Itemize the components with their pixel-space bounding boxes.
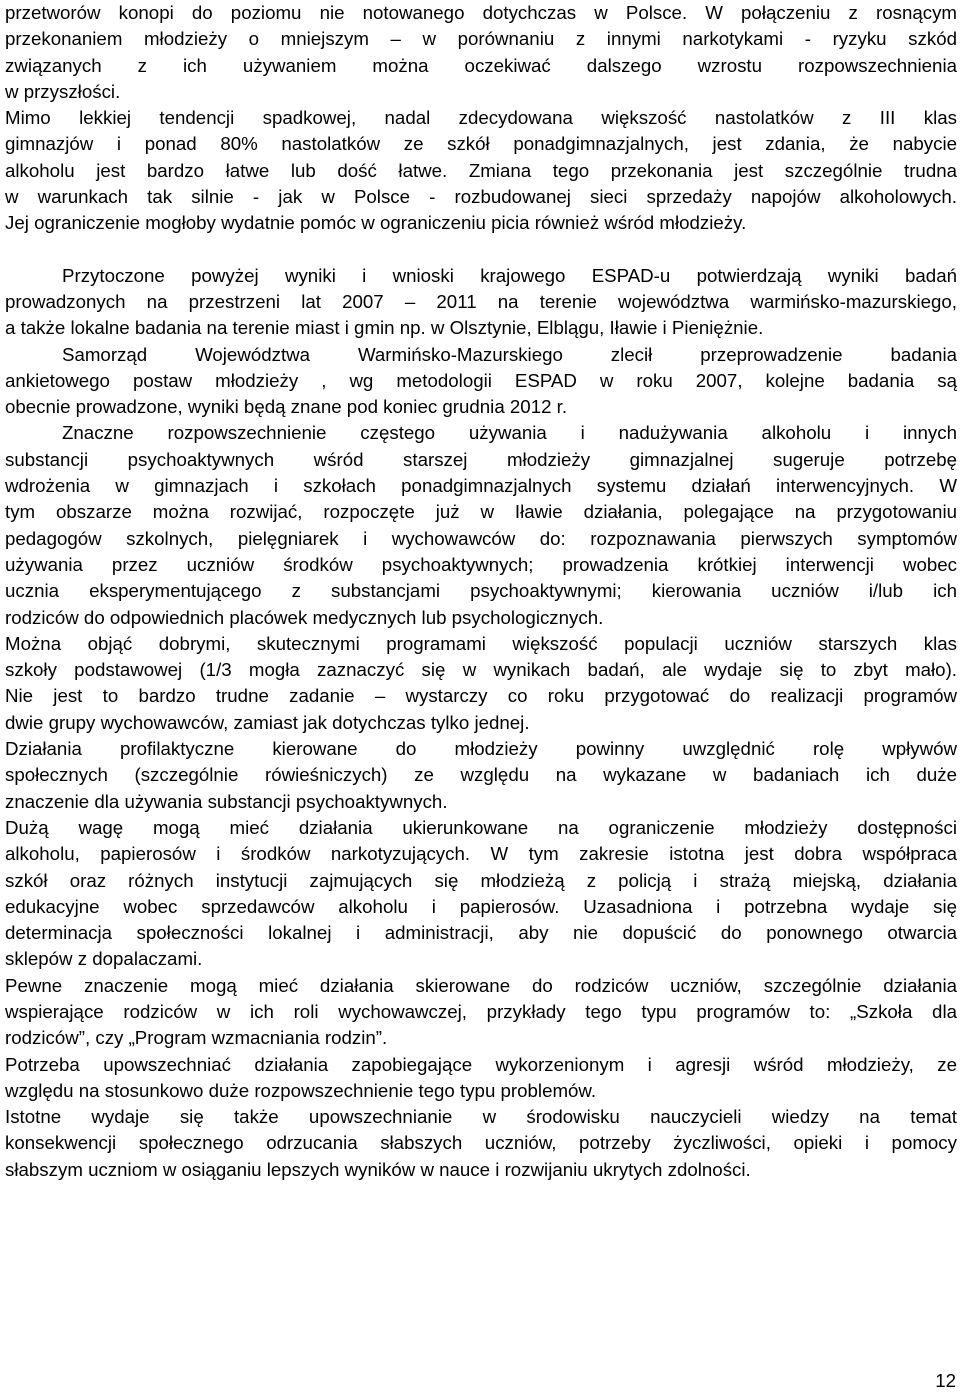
text-line: wspierające rodziców w ich roli wychowawczej, przykłady tego typu programów to: „Szkoła dla — [5, 1000, 957, 1022]
text-line: Samorząd Województwa Warmińsko-Mazurskiego zlecił przeprowadzenie badania — [62, 343, 957, 365]
text-line: przetworów konopi do poziomu nie notowanego dotychczas w Polsce. W połączeniu z rosnącym — [5, 2, 957, 23]
text-line: a także lokalne badania na terenie miast i gmin np. w Olsztynie, Elblągu, Iławie i Pieniężnie. — [5, 317, 764, 339]
text-line: ucznia eksperymentującego z substancjami psychoaktywnymi; kierowania uczniów i/lub ich — [5, 580, 957, 602]
text-line: rodziców”, czy „Program wzmacniania rodzin”. — [5, 1027, 388, 1049]
text-line: używania przez uczniów środków psychoaktywnych; prowadzenia krótkiej interwencji wobec — [5, 553, 957, 575]
text-line: Można objąć dobrymi, skutecznymi programami większość populacji uczniów starszych klas — [5, 632, 957, 654]
text-line: przekonaniem młodzieży o mniejszym – w porównaniu z innymi narkotykami - ryzyku szkód — [5, 28, 957, 50]
text-line: Istotne wydaje się także upowszechnianie w środowisku nauczycieli wiedzy na temat — [5, 1106, 957, 1128]
text-line: determinacja społeczności lokalnej i administracji, aby nie dopuścić do ponownego otwarcia — [5, 922, 957, 944]
text-line: względu na stosunkowo duże rozpowszechnienie tego typu problemów. — [5, 1079, 597, 1101]
text-line: konsekwencji społecznego odrzucania słabszych uczniów, potrzeby życzliwości, opieki i pomocy — [5, 1132, 957, 1154]
text-line: Mimo lekkiej tendencji spadkowej, nadal zdecydowana większość nastolatków z III klas — [5, 107, 957, 129]
text-line: dwie grupy wychowawców, zamiast jak dotychczas tylko jednej. — [5, 711, 530, 733]
text-line: znaczenie dla używania substancji psychoaktywnych. — [5, 790, 448, 812]
text-line: Dużą wagę mogą mieć działania ukierunkowane na ograniczenie młodzieży dostępności — [5, 816, 957, 838]
text-line: Pewne znaczenie mogą mieć działania skierowane do rodziców uczniów, szczególnie działania — [5, 974, 957, 996]
paragraph-gap — [5, 237, 957, 263]
text-line: wdrożenia w gimnazjach i szkołach ponadgimnazjalnych systemu działań interwencyjnych. W — [5, 475, 957, 497]
text-line: w warunkach tak silnie - jak w Polsce - rozbudowanej sieci sprzedaży napojów alkoholowych. — [5, 186, 957, 208]
text-line: sklepów z dopalaczami. — [5, 948, 203, 970]
text-line: rodziców do odpowiednich placówek medycznych lub psychologicznych. — [5, 606, 604, 628]
text-line: alkoholu jest bardzo łatwe lub dość łatwe. Zmiana tego przekonania jest szczególnie trudna — [5, 159, 957, 181]
text-line: ankietowego postaw młodzieży , wg metodologii ESPAD w roku 2007, kolejne badania są — [5, 369, 957, 391]
text-line: Nie jest to bardzo trudne zadanie – wystarczy co roku przygotować do realizacji programów — [5, 685, 957, 707]
text-line: Jej ograniczenie mogłoby wydatnie pomóc w ograniczeniu picia również wśród młodzieży. — [5, 212, 747, 234]
text-line: prowadzonych na przestrzeni lat 2007 – 2011 na terenie województwa warmińsko-mazurskiego, — [5, 290, 957, 312]
text-line: Przytoczone powyżej wyniki i wnioski krajowego ESPAD-u potwierdzają wyniki badań — [62, 264, 957, 286]
document-page — [5, 0, 957, 1183]
text-line: słabszym uczniom w osiąganiu lepszych wyników w nauce i rozwijaniu ukrytych zdolności. — [5, 1158, 751, 1180]
text-line: gimnazjów i ponad 80% nastolatków ze szkół ponadgimnazjalnych, jest zdania, że nabycie — [5, 133, 957, 155]
text-line: społecznych (szczególnie rówieśniczych) ze względu na wykazane w badaniach ich duże — [5, 764, 957, 786]
text-line: Działania profilaktyczne kierowane do młodzieży powinny uwzględnić rolę wpływów — [5, 738, 957, 760]
page-number: 12 — [935, 1370, 956, 1391]
text-line: alkoholu, papierosów i środków narkotyzujących. W tym zakresie istotna jest dobra współpraca — [5, 843, 957, 865]
text-line: pedagogów szkolnych, pielęgniarek i wychowawców do: rozpoznawania pierwszych symptomów — [5, 527, 957, 549]
text-line: szkół oraz różnych instytucji zajmujących się młodzieżą z policją i strażą miejską, działania — [5, 869, 957, 891]
text-line: edukacyjne wobec sprzedawców alkoholu i papierosów. Uzasadniona i potrzebna wydaje się — [5, 895, 957, 917]
text-line: w przyszłości. — [5, 80, 121, 102]
text-line: tym obszarze można rozwijać, rozpoczęte już w Iławie działania, polegające na przygotowaniu — [5, 501, 957, 523]
text-line: Znaczne rozpowszechnienie częstego używania i nadużywania alkoholu i innych — [62, 422, 957, 444]
text-line: Potrzeba upowszechniać działania zapobiegające wykorzenionym i agresji wśród młodzieży, ze — [5, 1053, 957, 1075]
text-line: szkoły podstawowej (1/3 mogła zaznaczyć się w wynikach badań, ale wydaje się to zbyt mało). — [5, 659, 957, 681]
text-line: substancji psychoaktywnych wśród starszej młodzieży gimnazjalnej sugeruje potrzebę — [5, 448, 957, 470]
text-line: obecnie prowadzone, wyniki będą znane pod koniec grudnia 2012 r. — [5, 396, 568, 418]
text-line: związanych z ich używaniem można oczekiwać dalszego wzrostu rozpowszechnienia — [5, 54, 957, 76]
